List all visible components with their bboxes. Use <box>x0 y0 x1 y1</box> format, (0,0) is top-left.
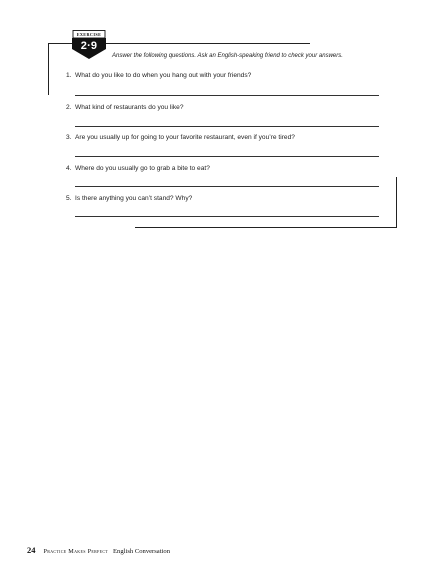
book-title: English Conversation <box>113 548 170 555</box>
exercise-number: 2·9 <box>80 40 98 52</box>
answer-line-1[interactable] <box>75 95 379 96</box>
question-1 <box>66 72 251 79</box>
page-footer <box>27 540 170 558</box>
question-2 <box>66 104 184 111</box>
page-number: 24 <box>27 545 36 555</box>
series-title: Practice Makes Perfect <box>43 548 109 555</box>
question-text: What kind of restaurants do you like? <box>75 104 184 111</box>
question-number: 1. <box>66 72 72 79</box>
question-text: Where do you usually go to grab a bite to eat? <box>75 165 210 172</box>
question-4 <box>66 165 210 172</box>
question-number: 5. <box>66 195 72 202</box>
answer-line-2[interactable] <box>75 126 379 127</box>
question-number: 4. <box>66 165 72 172</box>
question-number: 2. <box>66 104 72 111</box>
exercise-badge <box>69 30 109 60</box>
answer-line-5[interactable] <box>75 216 379 217</box>
question-text: What do you like to do when you hang out with your friends? <box>75 72 252 79</box>
question-3 <box>66 134 295 141</box>
exercise-frame-left <box>48 43 49 95</box>
exercise-frame-right <box>396 177 397 227</box>
question-5 <box>66 195 192 202</box>
question-number: 3. <box>66 134 72 141</box>
question-text: Are you usually up for going to your favorite restaurant, even if you’re tired? <box>75 134 295 141</box>
question-text: Is there anything you can’t stand? Why? <box>75 195 193 202</box>
exercise-frame-bottom <box>135 227 397 228</box>
answer-line-3[interactable] <box>75 156 379 157</box>
exercise-label: EXERCISE <box>76 32 102 37</box>
answer-line-4[interactable] <box>75 186 379 187</box>
exercise-instructions: Answer the following questions. Ask an English-speaking friend to check your answers. <box>112 53 343 59</box>
